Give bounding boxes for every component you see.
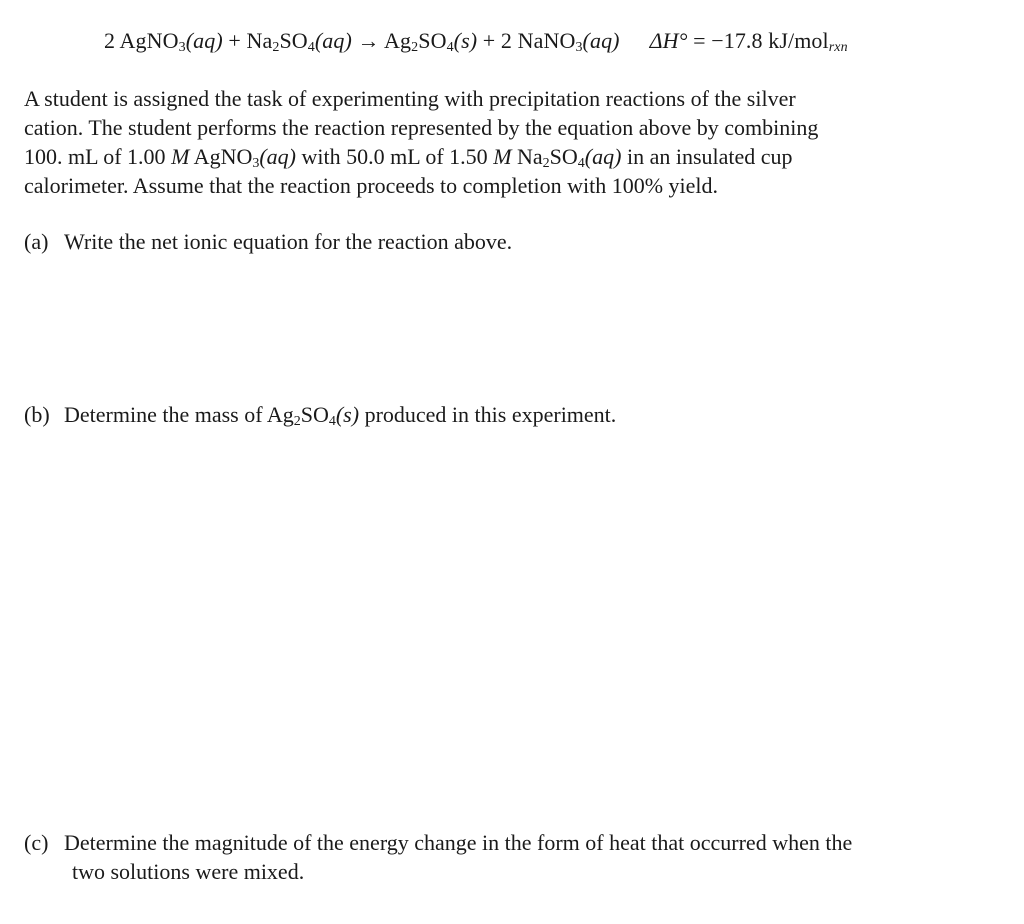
state-label: (s) [453, 28, 478, 53]
subscript: 4 [577, 156, 585, 171]
delta-h-symbol: ΔH° [649, 28, 688, 53]
plus-sign: + 2 [477, 28, 518, 53]
state-label: (aq) [185, 28, 223, 53]
state-label: (aq) [259, 144, 296, 169]
molarity-symbol: M [493, 144, 512, 169]
intro-line-4: calorimeter. Assume that the reaction proceeds to completion with 100% yield. [24, 173, 719, 198]
part-c-label: (c) [24, 830, 49, 855]
text-segment: in an insulated cup [621, 144, 793, 169]
coefficient: 2 [104, 28, 120, 53]
subscript: 4 [307, 40, 315, 55]
delta-h-value: = −17.8 kJ/mol [687, 28, 829, 53]
product-silver-sulfate: Ag [384, 28, 412, 53]
subscript: 4 [328, 414, 336, 429]
subscript: 2 [293, 414, 301, 429]
text-segment: 100. mL of 1.00 [24, 144, 172, 169]
text-segment: with 50.0 mL of 1.50 [296, 144, 494, 169]
part-b-label: (b) [24, 402, 50, 427]
state-label: (aq) [584, 144, 622, 169]
intro-line-3 [24, 142, 984, 171]
subscript: 4 [446, 40, 454, 55]
part-b-text [64, 402, 616, 427]
state-label: (s) [335, 402, 360, 427]
part-a-label: (a) [24, 229, 49, 254]
subscript: 2 [272, 40, 280, 55]
question-part-c [24, 828, 852, 886]
text-segment: SO [300, 402, 329, 427]
product-sodium-nitrate: NaNO [517, 28, 576, 53]
state-label: (aq) [314, 28, 352, 53]
reaction-equation [104, 28, 848, 54]
text-segment: SO [549, 144, 578, 169]
reactant-sodium-sulfate: Na [246, 28, 273, 53]
text-segment: produced in this experiment. [359, 402, 617, 427]
problem-intro [24, 84, 984, 200]
plus-sign: + [222, 28, 247, 53]
text-segment: Determine the mass of Ag [64, 402, 294, 427]
reactant-sodium-sulfate-part: SO [279, 28, 308, 53]
reaction-arrow: → [351, 28, 385, 53]
part-a-text: Write the net ionic equation for the reaction above. [64, 229, 513, 254]
text-segment: AgNO [189, 144, 253, 169]
intro-line-1: A student is assigned the task of experimenting with precipitation reactions of the silver [24, 86, 796, 111]
question-part-a [24, 227, 512, 256]
question-part-b [24, 400, 616, 429]
subscript: 3 [252, 156, 260, 171]
delta-h-subscript: rxn [828, 40, 848, 55]
intro-line-2: cation. The student performs the reaction represented by the equation above by combining [24, 115, 819, 140]
subscript: 2 [542, 156, 550, 171]
subscript: 3 [178, 40, 186, 55]
state-label: (aq) [582, 28, 620, 53]
subscript: 2 [411, 40, 419, 55]
product-silver-sulfate-part: SO [418, 28, 447, 53]
part-c-text-line-2: two solutions were mixed. [72, 859, 305, 884]
part-c-text-line-1: Determine the magnitude of the energy change in the form of heat that occurred when the [64, 830, 853, 855]
reactant-silver-nitrate: AgNO [119, 28, 179, 53]
subscript: 3 [575, 40, 583, 55]
text-segment: Na [511, 144, 543, 169]
molarity-symbol: M [171, 144, 190, 169]
